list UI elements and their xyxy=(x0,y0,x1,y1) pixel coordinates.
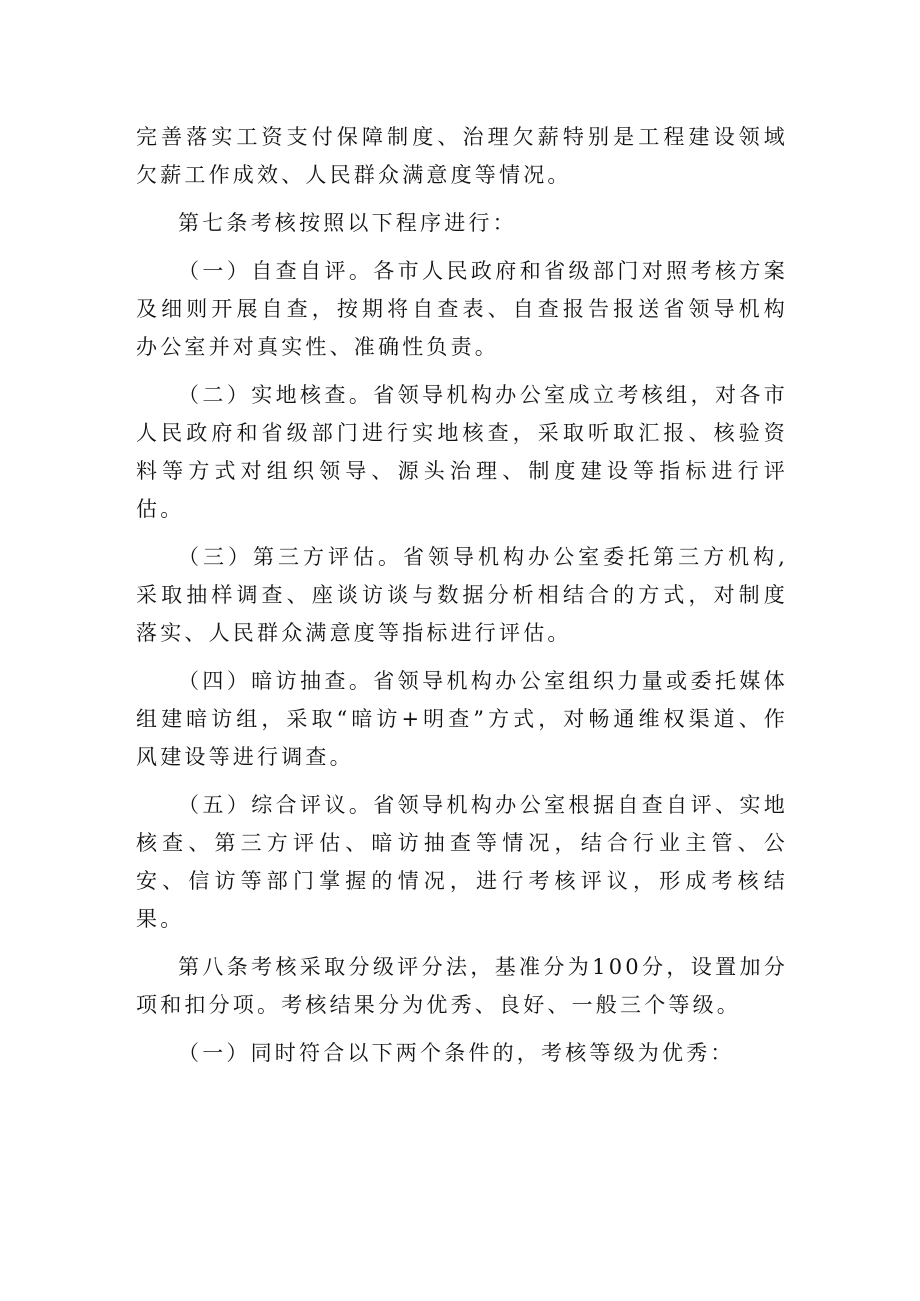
grade-excellent-condition: （一）同时符合以下两个条件的，考核等级为优秀： xyxy=(178,1041,735,1065)
article-7-heading: 第七条考核按照以下程序进行： xyxy=(178,211,517,235)
paragraph-continuation: 完善落实工资支付保障制度、治理欠薪特别是工程建设领域欠薪工作成效、人民群众满意度等情况。 xyxy=(136,125,788,187)
procedure-3-third-party: （三）第三方评估。省领导机构办公室委托第三方机构,采取抽样调查、座谈访谈与数据分析相结合的方式，对制度落实、人民群众满意度等指标进行评估。 xyxy=(136,545,788,645)
procedure-1-self-check: （一）自查自评。各市人民政府和省级部门对照考核方案及细则开展自查，按期将自查表、自查报告报送省领导机构办公室并对真实性、准确性负责。 xyxy=(136,259,788,359)
document-body xyxy=(136,118,788,1082)
procedure-4-unannounced-visit: （四）暗访抽查。省领导机构办公室组织力量或委托媒体组建暗访组，采取“暗访+明查”方式，对畅通维权渠道、作风建设等进行调查。 xyxy=(136,669,788,769)
procedure-2-field-check: （二）实地核查。省领导机构办公室成立考核组，对各市人民政府和省级部门进行实地核查，采取听取汇报、核验资料等方式对组织领导、源头治理、制度建设等指标进行评估。 xyxy=(136,383,788,521)
procedure-5-comprehensive-review: （五）综合评议。省领导机构办公室根据自查自评、实地核查、第三方评估、暗访抽查等情况，结合行业主管、公安、信访等部门掌握的情况，进行考核评议，形成考核结果。 xyxy=(136,793,788,931)
article-8-scoring: 第八条考核采取分级评分法，基准分为100分，设置加分项和扣分项。考核结果分为优秀、良好、一般三个等级。 xyxy=(136,955,788,1017)
